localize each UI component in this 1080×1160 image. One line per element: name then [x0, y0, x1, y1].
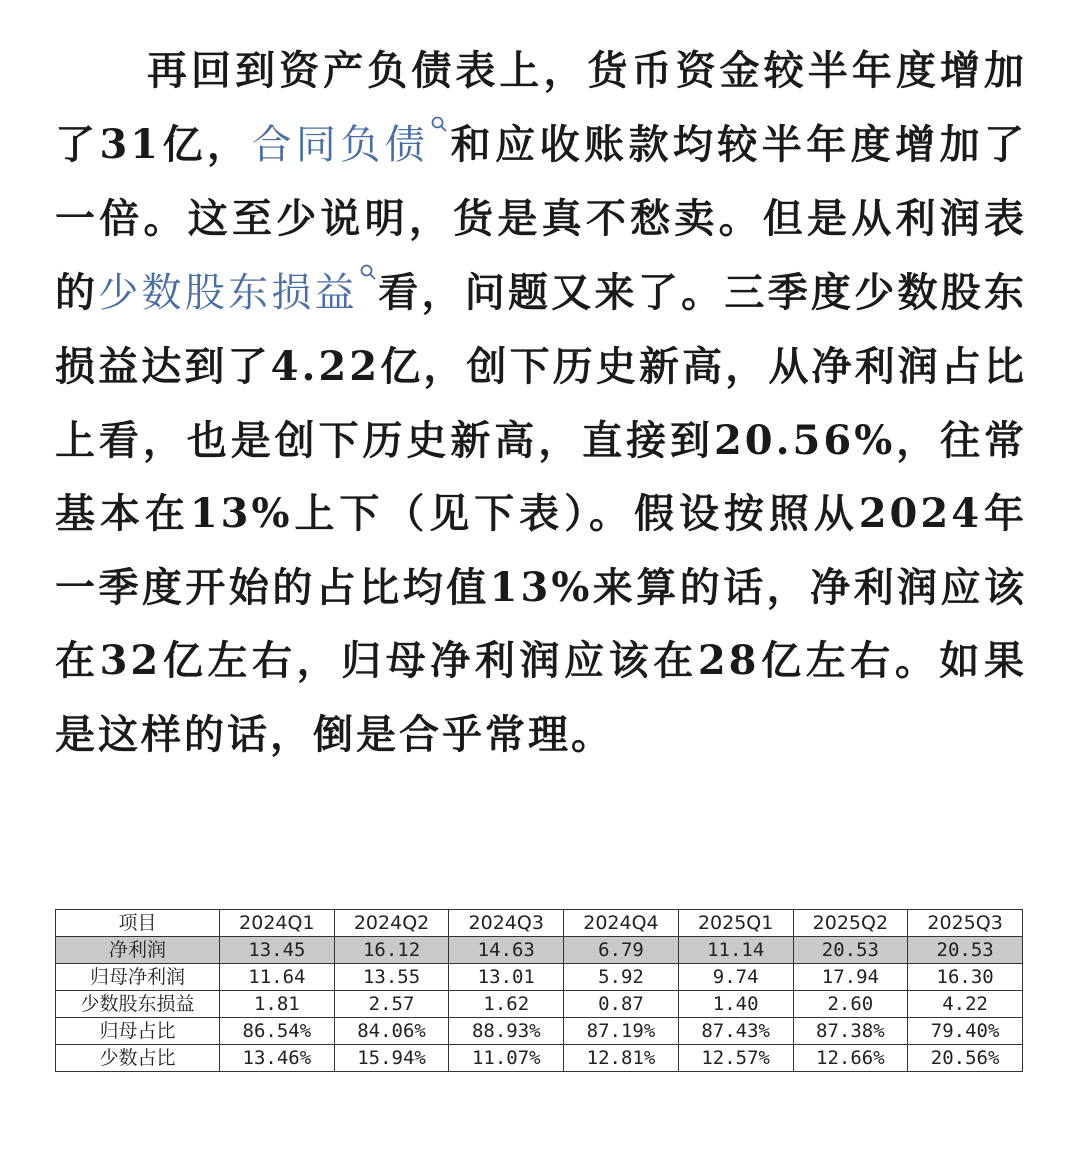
table-header-cell: 2024Q4: [564, 910, 679, 937]
table-cell: 5.92: [564, 964, 679, 991]
table-cell: 1.40: [678, 991, 793, 1018]
table-cell: 16.30: [908, 964, 1023, 991]
table-cell: 84.06%: [334, 1018, 449, 1045]
table-cell: 13.46%: [220, 1045, 335, 1072]
table-cell: 14.63: [449, 937, 564, 964]
table-row: [56, 1045, 1023, 1072]
row-label: 少数占比: [56, 1045, 220, 1072]
row-label: 归母占比: [56, 1018, 220, 1045]
table-cell: 79.40%: [908, 1018, 1023, 1045]
table-cell: 12.81%: [564, 1045, 679, 1072]
table-cell: 88.93%: [449, 1018, 564, 1045]
table-cell: 16.12: [334, 937, 449, 964]
table-cell: 11.64: [220, 964, 335, 991]
table-header-cell: 项目: [56, 910, 220, 937]
table-cell: 20.56%: [908, 1045, 1023, 1072]
search-icon[interactable]: [360, 264, 376, 284]
table-row: [56, 1018, 1023, 1045]
profit-table: [55, 909, 1023, 1072]
table-header-row: [56, 910, 1023, 937]
table-cell: 12.66%: [793, 1045, 908, 1072]
table-cell: 0.87: [564, 991, 679, 1018]
table-header-cell: 2025Q1: [678, 910, 793, 937]
table-header-cell: 2025Q2: [793, 910, 908, 937]
table-cell: 2.60: [793, 991, 908, 1018]
search-icon[interactable]: [431, 116, 447, 136]
table-cell: 11.14: [678, 937, 793, 964]
table-cell: 20.53: [793, 937, 908, 964]
table-cell: 87.19%: [564, 1018, 679, 1045]
table-row: [56, 991, 1023, 1018]
article-text-2: 和应收账款均较半年度增加了一倍。这至少说明，货是真不愁卖。但是从利润表的: [55, 120, 1028, 316]
table-cell: 87.38%: [793, 1018, 908, 1045]
table-cell: 12.57%: [678, 1045, 793, 1072]
table-header-cell: 2024Q3: [449, 910, 564, 937]
article-text-1: 再回到资产负债表上，货币资金较半年度增加了31亿，: [55, 47, 1027, 168]
table-cell: 4.22: [908, 991, 1023, 1018]
profit-table-image: [55, 909, 1023, 1072]
table-cell: 11.07%: [449, 1045, 564, 1072]
table-cell: 15.94%: [334, 1045, 449, 1072]
table-row: [56, 964, 1023, 991]
contract-liabilities-link[interactable]: 合同负债: [251, 121, 430, 168]
table-cell: 13.55: [334, 964, 449, 991]
table-cell: 1.62: [449, 991, 564, 1018]
row-label: 归母净利润: [56, 964, 220, 991]
table-row: [56, 937, 1023, 964]
minority-interest-link[interactable]: 少数股东损益: [98, 269, 358, 316]
table-cell: 87.43%: [678, 1018, 793, 1045]
table-cell: 20.53: [908, 937, 1023, 964]
row-label: 少数股东损益: [56, 991, 220, 1018]
row-label: 净利润: [56, 937, 220, 964]
table-cell: 2.57: [334, 991, 449, 1018]
table-cell: 13.01: [449, 964, 564, 991]
article-text-3: 看，问题又来了。三季度少数股东损益达到了4.22亿，创下历史新高，从净利润占比上看，也是创下历史新高，直接到20.56%，往常基本在13%上下（见下表）。假设按照从2024年一季度开始的占比均值13%来算的话，净利润应该在32亿左右，归母净利润应该在28亿左右。如果是这样的话，倒是合乎常理。: [55, 268, 1028, 758]
table-cell: 9.74: [678, 964, 793, 991]
table-header-cell: 2024Q2: [334, 910, 449, 937]
table-cell: 6.79: [564, 937, 679, 964]
table-cell: 17.94: [793, 964, 908, 991]
table-cell: 13.45: [220, 937, 335, 964]
table-cell: 1.81: [220, 991, 335, 1018]
table-cell: 86.54%: [220, 1018, 335, 1045]
table-header-cell: 2024Q1: [220, 910, 335, 937]
article-paragraph: [55, 34, 1027, 771]
table-header-cell: 2025Q3: [908, 910, 1023, 937]
